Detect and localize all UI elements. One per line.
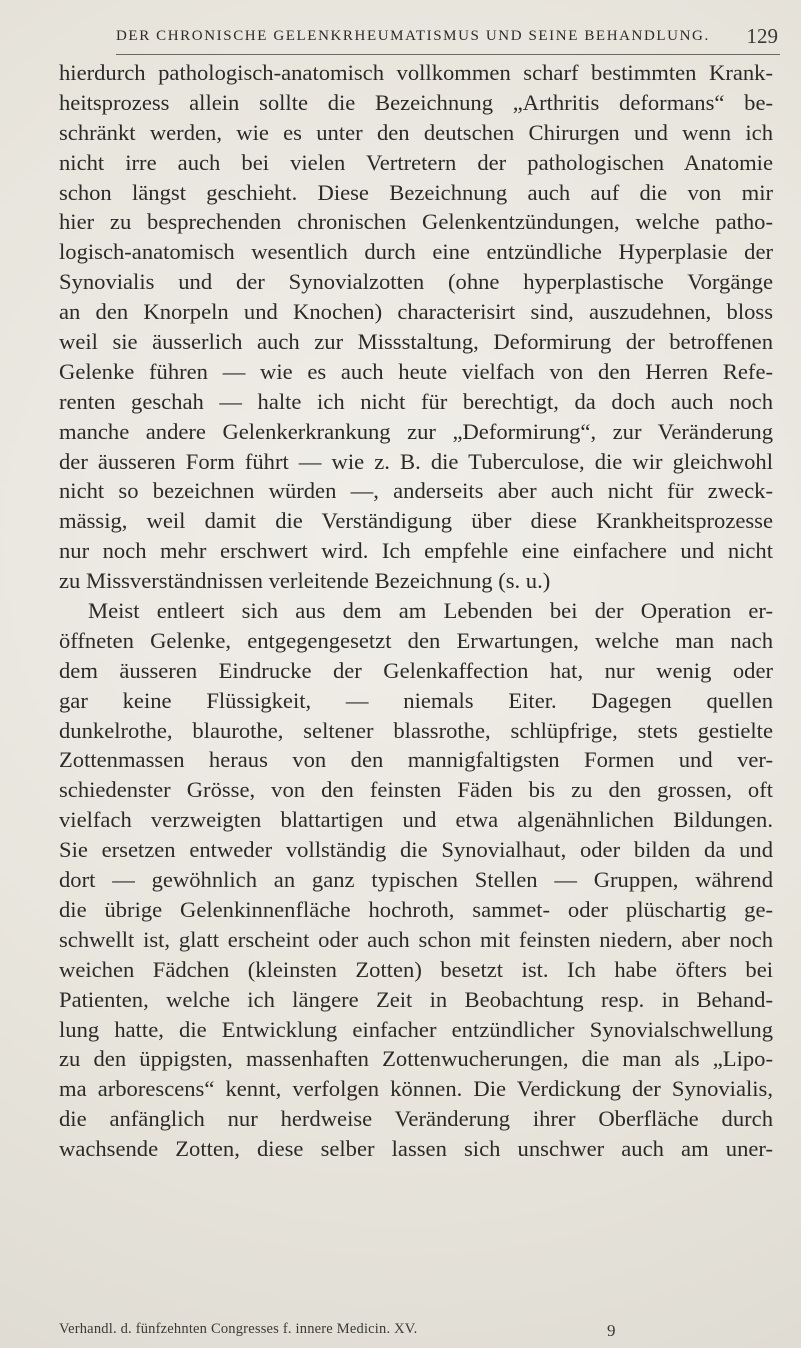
text-line: die anfänglich nur herdweise Veränderung ihrer Oberfläche durch: [59, 1106, 773, 1132]
text-line: schwellt ist, glatt erscheint oder auch schon mit feinsten niedern, aber noch: [59, 926, 773, 952]
text-line: zu Missverständnissen verleitende Bezeichnung (s. u.): [59, 568, 551, 594]
text-line: Sie ersetzen entweder vollständig die Synovialhaut, oder bilden da und: [59, 837, 773, 863]
text-line: hierdurch pathologisch-anatomisch vollkommen scharf bestimmten Krank-: [59, 60, 773, 85]
running-header: [116, 24, 780, 55]
footer-note: Verhandl. d. fünfzehnten Congresses f. innere Medicin. XV.: [59, 1321, 418, 1337]
text-line: mässig, weil damit die Verständigung über diese Krankheitsprozesse: [59, 508, 773, 534]
text-line: Synovialis und der Synovialzotten (ohne hyperplastische Vorgänge: [59, 269, 773, 295]
text-line: die übrige Gelenkinnenfläche hochroth, sammet- oder plüschartig ge-: [59, 896, 773, 922]
text-line: gar keine Flüssigkeit, — niemals Eiter. Dagegen quellen: [59, 687, 773, 713]
text-line: Zottenmassen heraus von den mannigfaltigsten Formen und ver-: [59, 747, 773, 773]
text-line: schon längst geschieht. Diese Bezeichnung auch auf die von mir: [59, 179, 773, 205]
running-title: DER CHRONISCHE GELENKRHEUMATISMUS UND SEINE BEHANDLUNG.: [116, 28, 710, 44]
text-line: heitsprozess allein sollte die Bezeichnung „Arthritis deformans“ be-: [59, 89, 773, 115]
text-line: an den Knorpeln und Knochen) characterisirt sind, auszudehnen, bloss: [59, 299, 773, 325]
signature-mark: 9: [607, 1321, 616, 1340]
text-line: weil sie äusserlich auch zur Missstaltung, Deformirung der betroffenen: [59, 329, 773, 355]
text-line: hier zu besprechenden chronischen Gelenkentzündungen, welche patho-: [59, 209, 773, 235]
text-line: dort — gewöhnlich an ganz typischen Stellen — Gruppen, während: [59, 867, 773, 893]
text-line: Gelenke führen — wie es auch heute vielfach von den Herren Refe-: [59, 358, 773, 384]
text-line: Meist entleert sich aus dem am Lebenden bei der Operation er-: [88, 598, 773, 624]
text-line: schiedenster Grösse, von den feinsten Fäden bis zu den grossen, oft: [59, 777, 773, 803]
text-line: nur noch mehr erschwert wird. Ich empfehle eine einfachere und nicht: [59, 538, 773, 564]
text-line: schränkt werden, wie es unter den deutschen Chirurgen und wenn ich: [59, 119, 773, 145]
text-line: lung hatte, die Entwicklung einfacher entzündlicher Synovialschwellung: [59, 1016, 773, 1042]
text-line: der äusseren Form führt — wie z. B. die Tuberculose, die wir gleichwohl: [59, 448, 773, 474]
text-line: weichen Fädchen (kleinsten Zotten) besetzt ist. Ich habe öfters bei: [59, 956, 773, 982]
text-line: manche andere Gelenkerkrankung zur „Deformirung“, zur Veränderung: [59, 418, 773, 444]
text-line: nicht irre auch bei vielen Vertretern der pathologischen Anatomie: [59, 149, 773, 175]
text-line: renten geschah — halte ich nicht für berechtigt, da doch auch noch: [59, 388, 773, 414]
text-line: dem äusseren Eindrucke der Gelenkaffection hat, nur wenig oder: [59, 657, 773, 683]
page-number: 129: [746, 24, 778, 48]
text-line: logisch-anatomisch wesentlich durch eine entzündliche Hyperplasie der: [59, 239, 773, 265]
text-line: vielfach verzweigten blattartigen und etwa algenähnlichen Bildungen.: [59, 807, 773, 833]
text-line: ma arborescens“ kennt, verfolgen können. Die Verdickung der Synovialis,: [59, 1076, 773, 1102]
body-text: [59, 58, 773, 1164]
page-footer: [59, 1319, 773, 1341]
text-line: wachsende Zotten, diese selber lassen sich unschwer auch am uner-: [59, 1136, 773, 1162]
text-line: zu den üppigsten, massenhaften Zottenwucherungen, die man als „Lipo-: [59, 1046, 773, 1072]
text-line: nicht so bezeichnen würden —, anderseits aber auch nicht für zweck-: [59, 478, 773, 504]
text-line: Patienten, welche ich längere Zeit in Beobachtung resp. in Behand-: [59, 986, 773, 1012]
text-line: dunkelrothe, blaurothe, seltener blassrothe, schlüpfrige, stets gestielte: [59, 717, 773, 743]
text-line: öffneten Gelenke, entgegengesetzt den Erwartungen, welche man nach: [59, 627, 773, 653]
